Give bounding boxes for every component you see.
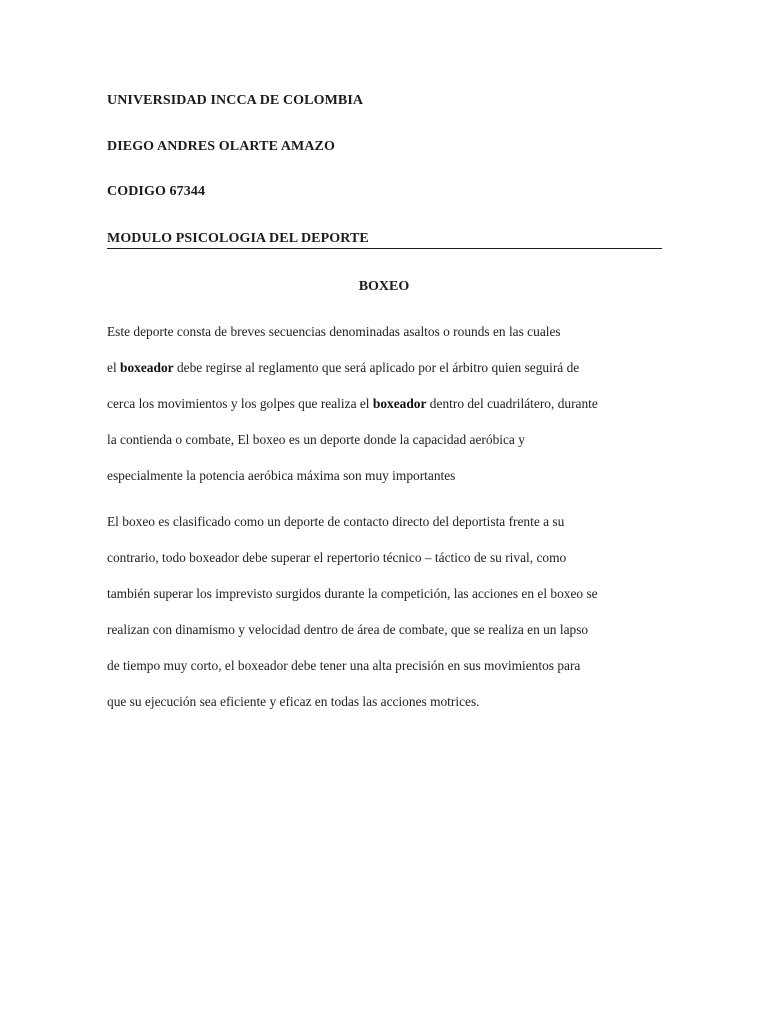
text-segment: debe regirse al reglamento que será aplicado por el árbitro quien seguirá de xyxy=(173,360,580,375)
document-title: BOXEO xyxy=(358,279,410,294)
paragraph-line: El boxeo es clasificado como un deporte de contacto directo del deportista frente a su xyxy=(107,514,565,529)
paragraph-line: Este deporte consta de breves secuencias denominadas asaltos o rounds en las cuales xyxy=(107,324,561,339)
paragraph-2 xyxy=(107,504,667,720)
bold-term: boxeador xyxy=(120,360,174,375)
paragraph-1 xyxy=(107,314,667,494)
text-segment: cerca los movimientos y los golpes que realiza el xyxy=(107,396,373,411)
author-name: DIEGO ANDRES OLARTE AMAZO xyxy=(107,139,335,154)
text-segment: dentro del cuadrilátero, durante xyxy=(426,396,598,411)
paragraph-line: contrario, todo boxeador debe superar el repertorio técnico – táctico de su rival, como xyxy=(107,550,567,565)
paragraph-line xyxy=(107,350,667,386)
paragraph-line: realizan con dinamismo y velocidad dentro de área de combate, que se realiza en un lapso xyxy=(107,622,589,637)
paragraph-line: que su ejecución sea eficiente y eficaz en todas las acciones motrices. xyxy=(107,694,480,709)
paragraph-line xyxy=(107,386,667,422)
module-name: MODULO PSICOLOGIA DEL DEPORTE xyxy=(107,231,369,246)
bold-term: boxeador xyxy=(372,396,427,411)
university-name: UNIVERSIDAD INCCA DE COLOMBIA xyxy=(107,93,364,108)
paragraph-line: especialmente la potencia aeróbica máxima son muy importantes xyxy=(107,468,456,483)
paragraph-line: la contienda o combate, El boxeo es un deporte donde la capacidad aeróbica y xyxy=(107,432,525,447)
paragraph-line: también superar los imprevisto surgidos durante la competición, las acciones en el boxeo se xyxy=(107,586,598,601)
text-segment: el xyxy=(107,360,121,375)
student-code: CODIGO 67344 xyxy=(107,184,206,199)
header-divider xyxy=(107,248,662,249)
paragraph-line: de tiempo muy corto, el boxeador debe tener una alta precisión en sus movimientos para xyxy=(107,658,581,673)
